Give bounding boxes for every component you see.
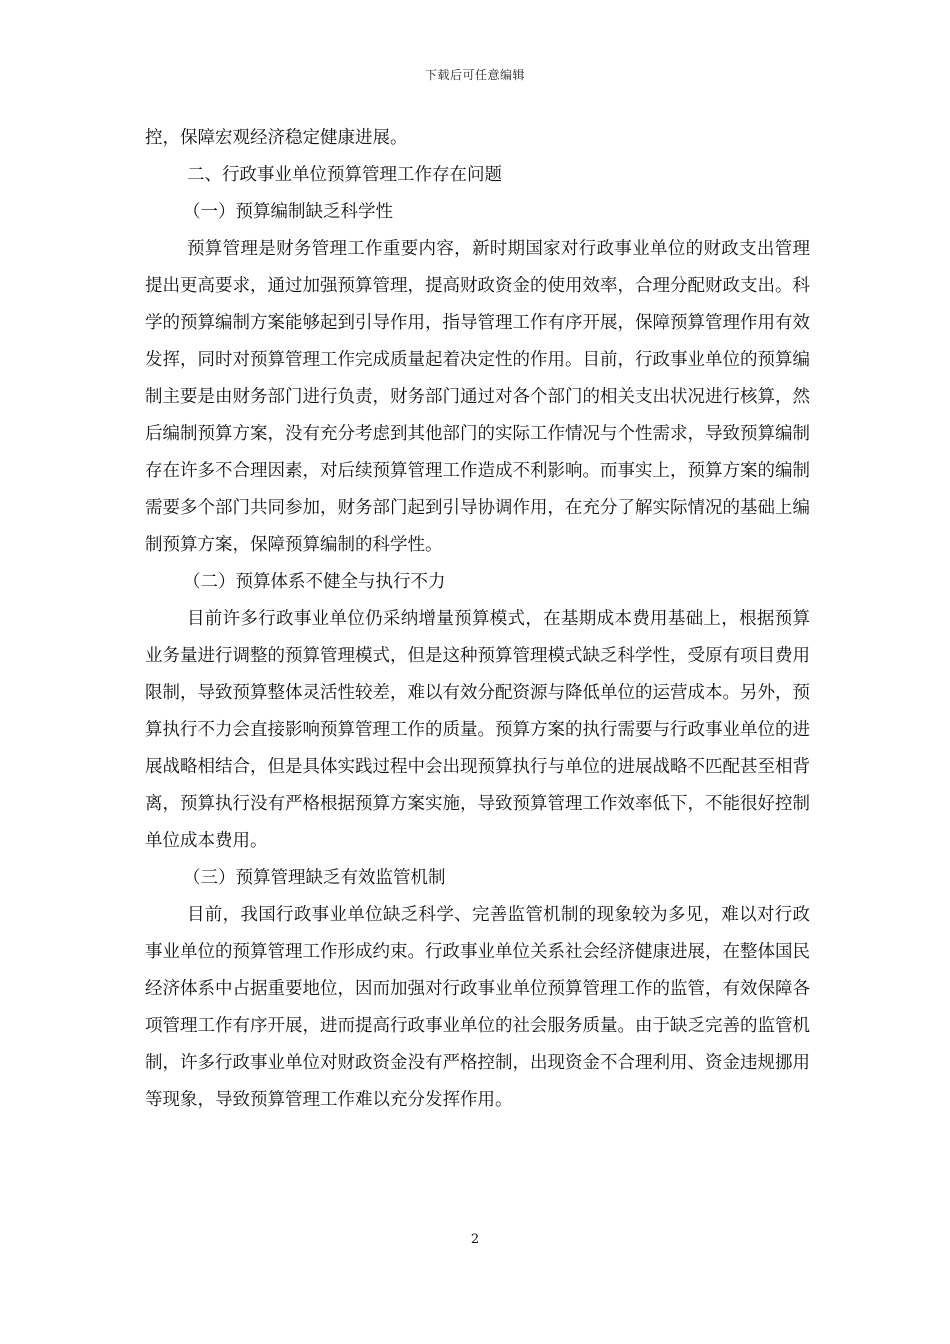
paragraph-3: 目前，我国行政事业单位缺乏科学、完善监管机制的现象较为多见，难以对行政事业单位的预算管理工作形成约束。行政事业单位关系社会经济健康进展，在整体国民经济体系中占据重要地位，因而加强对行政事业单位预算管理工作的监管，有效保障各项管理工作有序开展，进而提高行政事业单位的社会服务质量。由于缺乏完善的监管机制，许多行政事业单位对财政资金没有严格控制，出现资金不合理利用、资金违规挪用等现象，导致预算管理工作难以充分发挥作用。 xyxy=(145,905,810,1110)
subsection-heading-1: （一）预算编制缺乏科学性 xyxy=(183,202,393,222)
page-number: 2 xyxy=(470,1232,480,1247)
section-heading: 二、行政事业单位预算管理工作存在问题 xyxy=(187,165,502,185)
subsection-heading-3: （三）预算管理缺乏有效监管机制 xyxy=(183,868,446,888)
page-header: 下载后可任意编辑 xyxy=(424,68,525,82)
paragraph-1: 预算管理是财务管理工作重要内容，新时期国家对行政事业单位的财政支出管理提出更高要求，通过加强预算管理，提高财政资金的使用效率，合理分配财政支出。科学的预算编制方案能够起到引导作用，指导管理工作有序开展，保障预算管理作用有效发挥，同时对预算管理工作完成质量起着决定性的作用。目前，行政事业单位的预算编制主要是由财务部门进行负责，财务部门通过对各个部门的相关支出状况进行核算，然后编制预算方案，没有充分考虑到其他部门的实际工作情况与个性需求，导致预算编制存在许多不合理因素，对后续预算管理工作造成不利影响。而事实上，预算方案的编制需要多个部门共同参加，财务部门起到引导协调作用，在充分了解实际情况的基础上编制预算方案，保障预算编制的科学性。 xyxy=(145,239,810,555)
paragraph-continuation: 控，保障宏观经济稳定健康进展。 xyxy=(145,128,408,148)
document-body xyxy=(145,120,810,1119)
paragraph-2: 目前许多行政事业单位仍采纳增量预算模式，在基期成本费用基础上，根据预算业务量进行调整的预算管理模式，但是这种预算管理模式缺乏科学性，受原有项目费用限制，导致预算整体灵活性较差，难以有效分配资源与降低单位的运营成本。另外，预算执行不力会直接影响预算管理工作的质量。预算方案的执行需要与行政事业单位的进展战略相结合，但是具体实践过程中会出现预算执行与单位的进展战略不匹配甚至相背离，预算执行没有严格根据预算方案实施，导致预算管理工作效率低下，不能很好控制单位成本费用。 xyxy=(145,609,810,851)
subsection-heading-2: （二）预算体系不健全与执行不力 xyxy=(183,572,446,592)
